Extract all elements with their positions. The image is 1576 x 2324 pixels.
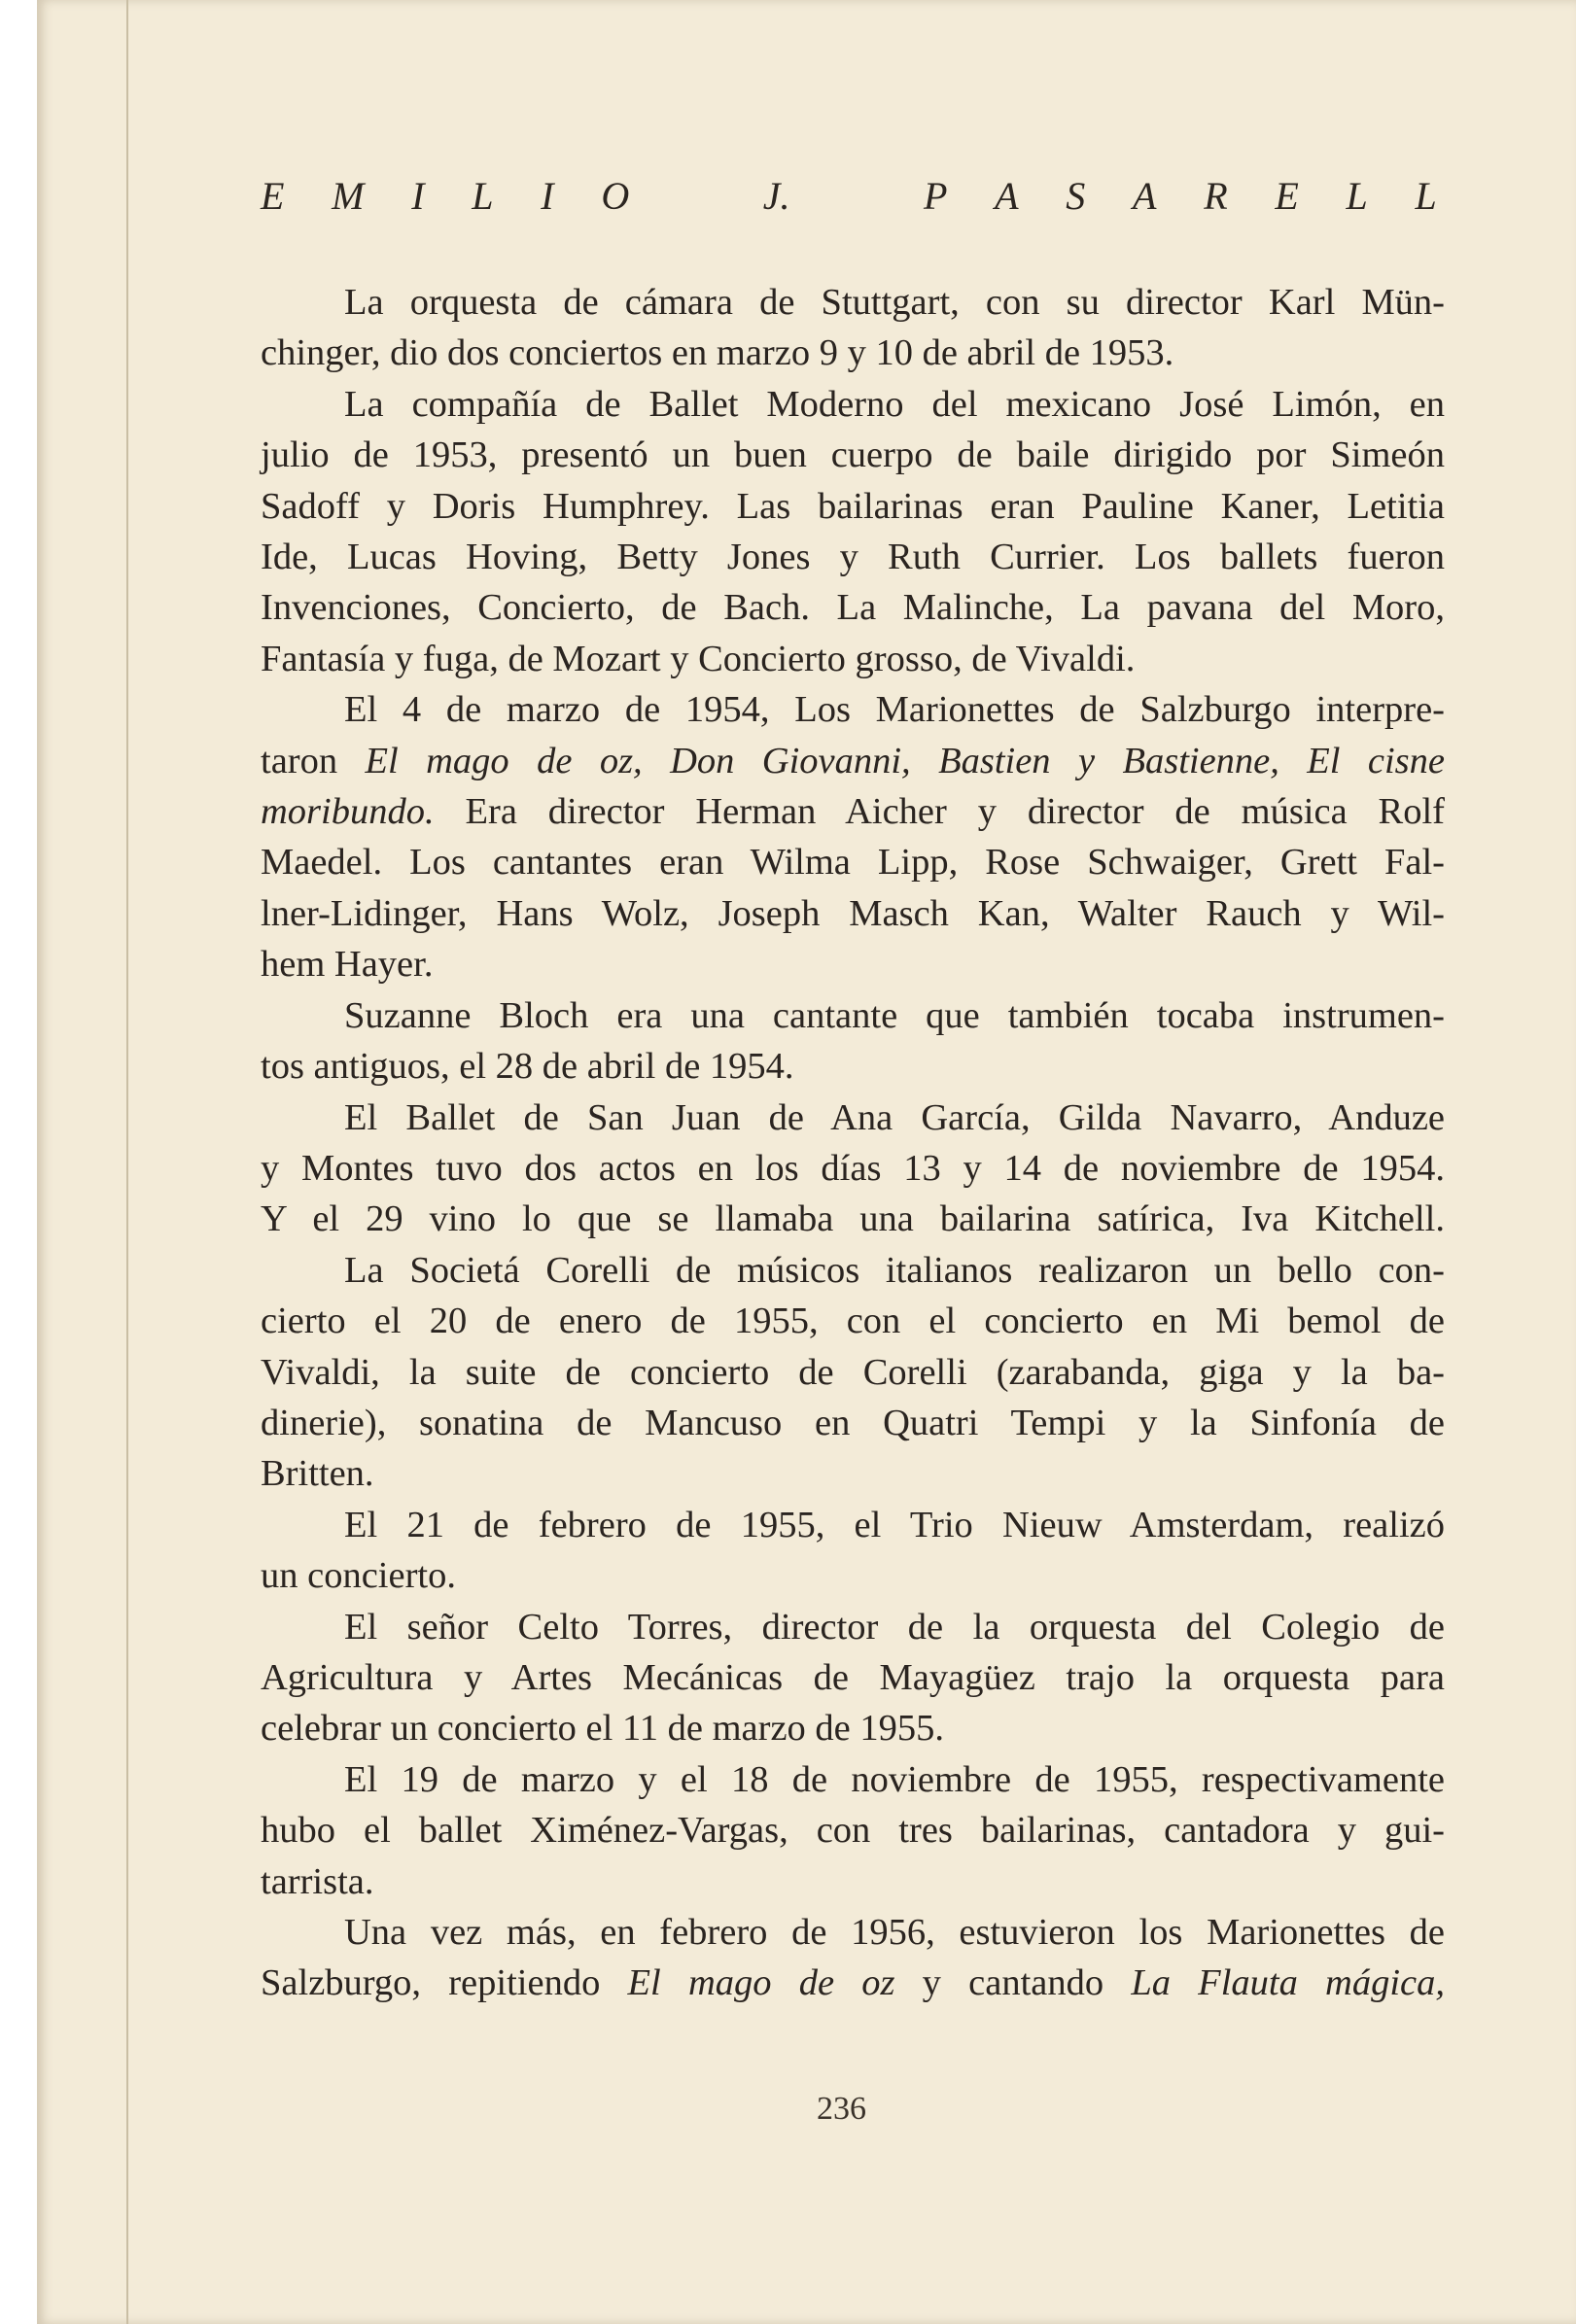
text-line: julio de 1953, presentó un buen cuerpo de baile dirigido por Simeón bbox=[261, 434, 1445, 476]
header-letter: I bbox=[411, 174, 425, 218]
text-line: hubo el ballet Ximénez-Vargas, con tres bailarinas, cantadora y gui- bbox=[261, 1810, 1445, 1852]
text-line: El 19 de marzo y el 18 de noviembre de 1955, respectivamente bbox=[344, 1758, 1445, 1800]
header-letter: J. bbox=[762, 174, 790, 218]
text-line: un concierto. bbox=[261, 1555, 456, 1597]
text-line: celebrar un concierto el 11 de marzo de 1955. bbox=[261, 1708, 945, 1750]
text-line: hem Hayer. bbox=[261, 944, 434, 986]
text-line: tos antiguos, el 28 de abril de 1954. bbox=[261, 1046, 794, 1088]
text-run: y cantando bbox=[894, 1962, 1132, 2004]
text-line: Vivaldi, la suite de concierto de Corelli (zarabanda, giga y la ba- bbox=[261, 1351, 1445, 1393]
text-line: La Societá Corelli de músicos italianos realizaron un bello con- bbox=[344, 1249, 1445, 1291]
header-letter: L bbox=[472, 174, 494, 218]
text-line: La orquesta de cámara de Stuttgart, con su director Karl Mün- bbox=[344, 282, 1445, 323]
header-letter: R bbox=[1204, 174, 1228, 218]
text-line: Britten. bbox=[261, 1453, 374, 1495]
text-line bbox=[261, 786, 1445, 837]
italic-title: La Flauta mágica, bbox=[1131, 1962, 1446, 2004]
text-line: Y el 29 vino lo que se llamaba una bailarina satírica, Iva Kitchell. bbox=[261, 1198, 1445, 1240]
text-line bbox=[261, 1958, 1445, 2008]
header-letter: L bbox=[1346, 174, 1368, 218]
italic-title: El mago de oz, Don Giovanni, Bastien y Bastienne, El cisne bbox=[365, 740, 1446, 781]
text-line: chinger, dio dos conciertos en marzo 9 y 10 de abril de 1953. bbox=[261, 332, 1174, 374]
text-line: Una vez más, en febrero de 1956, estuvieron los Marionettes de bbox=[344, 1912, 1445, 1953]
text-line: La compañía de Ballet Moderno del mexicano José Limón, en bbox=[344, 383, 1445, 425]
header-letter: S bbox=[1066, 174, 1086, 218]
text-line: El 21 de febrero de 1955, el Trio Nieuw Amsterdam, realizó bbox=[344, 1504, 1445, 1545]
text-line: El señor Celto Torres, director de la orquesta del Colegio de bbox=[344, 1606, 1445, 1648]
header-letter: E bbox=[1275, 174, 1299, 218]
header-letter: A bbox=[1133, 174, 1157, 218]
italic-title: moribundo. bbox=[261, 791, 435, 833]
header-letter: A bbox=[995, 174, 1019, 218]
text-line: Sadoff y Doris Humphrey. Las bailarinas eran Pauline Kaner, Letitia bbox=[261, 485, 1445, 527]
text-run: Salzburgo, repitiendo bbox=[261, 1962, 628, 2004]
header-letter: O bbox=[601, 174, 630, 218]
page-binding-edge bbox=[126, 0, 128, 2324]
header-letter: M bbox=[332, 174, 365, 218]
text-line: Maedel. Los cantantes eran Wilma Lipp, Rose Schwaiger, Grett Fal- bbox=[261, 842, 1445, 884]
header-letter: P bbox=[923, 174, 948, 218]
text-run: Era director Herman Aicher y director de música Rolf bbox=[434, 791, 1445, 833]
header-letter: L bbox=[1415, 174, 1437, 218]
text-run: taron bbox=[261, 740, 366, 781]
header-letter: I bbox=[541, 174, 554, 218]
running-header bbox=[261, 173, 1437, 219]
text-line: El Ballet de San Juan de Ana García, Gilda Navarro, Anduze bbox=[344, 1096, 1445, 1138]
text-line: El 4 de marzo de 1954, Los Marionettes de Salzburgo interpre- bbox=[344, 689, 1445, 731]
page-number: 236 bbox=[817, 2091, 866, 2127]
body-text bbox=[261, 277, 1445, 2009]
text-line: cierto el 20 de enero de 1955, con el concierto en Mi bemol de bbox=[261, 1301, 1445, 1342]
text-line: dinerie), sonatina de Mancuso en Quatri Tempi y la Sinfonía de bbox=[261, 1402, 1445, 1443]
text-line: lner-Lidinger, Hans Wolz, Joseph Masch Kan, Walter Rauch y Wil- bbox=[261, 892, 1445, 934]
text-line: Invenciones, Concierto, de Bach. La Malinche, La pavana del Moro, bbox=[261, 587, 1445, 629]
header-letter: E bbox=[261, 174, 285, 218]
text-line: Fantasía y fuga, de Mozart y Concierto grosso, de Vivaldi. bbox=[261, 638, 1136, 679]
text-line: y Montes tuvo dos actos en los días 13 y 14 de noviembre de 1954. bbox=[261, 1147, 1445, 1189]
italic-title: El mago de oz bbox=[627, 1962, 895, 2004]
text-line: Ide, Lucas Hoving, Betty Jones y Ruth Currier. Los ballets fueron bbox=[261, 537, 1445, 578]
text-line: Agricultura y Artes Mecánicas de Mayagüez trajo la orquesta para bbox=[261, 1656, 1445, 1698]
text-line: Suzanne Bloch era una cantante que también tocaba instrumen- bbox=[344, 994, 1445, 1036]
text-line bbox=[261, 736, 1445, 786]
text-line: tarrista. bbox=[261, 1860, 374, 1902]
